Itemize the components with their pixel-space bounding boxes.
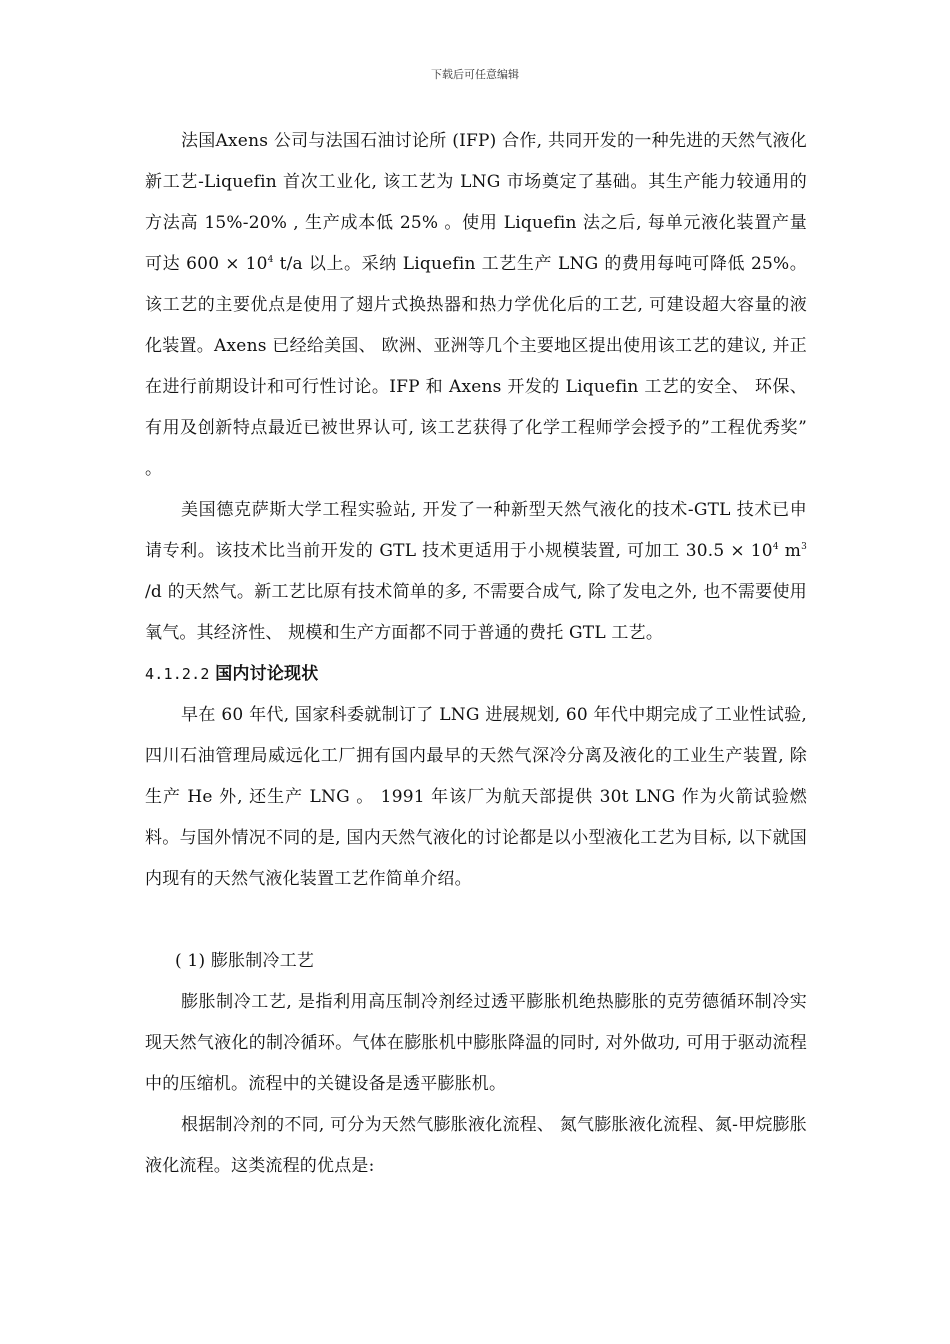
paragraph-axens-liquefin [145,121,807,490]
superscript: 3 [801,542,807,552]
paragraph-text: 法国Axens 公司与法国石油讨论所 (IFP) 合作, 共同开发的一种先进的天然气液化新工艺-Liquefin 首次工业化, 该工艺为 LNG 市场奠定了基础。其生产能力较通用的方法高 15%-20% , 生产成本低 25% 。使用 Liquefin 法之后, 每单元液化装置产量可达 600 × 10 [145,131,807,274]
section-title: 国内讨论现状 [215,664,319,684]
section-number: 4.1.2.2 [145,665,210,683]
blank-line [145,900,807,941]
paragraph-text: t/a 以上。采纳 Liquefin 工艺生产 LNG 的费用每吨可降低 25%。该工艺的主要优点是使用了翅片式换热器和热力学优化后的工艺, 可建设超大容量的液化装置。Axens 已经给美国、 欧洲、亚洲等几个主要地区提出使用该工艺的建议, 并正在进行前期设计和可行性讨论。IFP 和 Axens 开发的 Liquefin 工艺的安全、 环保、 有用及创新特点最近已被世界认可, 该工艺获得了化学工程师学会授予的”工程优秀奖” 。 [145,254,807,479]
paragraph-texas-gtl [145,490,807,654]
paragraph-text: /d 的天然气。新工艺比原有技术简单的多, 不需要合成气, 除了发电之外, 也不需要使用氧气。其经济性、 规模和生产方面都不同于普通的费托 GTL 工艺。 [145,582,807,643]
document-body [145,121,807,1187]
paragraph-domestic-status: 早在 60 年代, 国家科委就制订了 LNG 进展规划, 60 年代中期完成了工业性试验, 四川石油管理局威远化工厂拥有国内最早的天然气深冷分离及液化的工业生产装置, 除生产 He 外, 还生产 LNG 。 1991 年该厂为航天部提供 30t LNG 作为火箭试验燃料。与国外情况不同的是, 国内天然气液化的讨论都是以小型液化工艺为目标, 以下就国内现有的天然气液化装置工艺作简单介绍。 [145,705,807,889]
superscript: 4 [772,542,779,552]
subsection-heading: ( 1) 膨胀制冷工艺 [175,951,315,971]
paragraph-text: m [778,541,802,561]
paragraph-refrigerant-types: 根据制冷剂的不同, 可分为天然气膨胀液化流程、 氮气膨胀液化流程、氮-甲烷膨胀液化流程。这类流程的优点是: [145,1115,807,1176]
paragraph-text: 美国德克萨斯大学工程实验站, 开发了一种新型天然气液化的技术-GTL 技术已申请专利。该技术比当前开发的 GTL 技术更适用于小规模装置, 可加工 30.5 × 10 [145,500,807,561]
section-heading [145,654,807,695]
page-header: 下载后可任意编辑 [431,68,519,81]
superscript: 4 [267,255,274,265]
paragraph-expansion-refrigeration: 膨胀制冷工艺, 是指利用高压制冷剂经过透平膨胀机绝热膨胀的克劳德循环制冷实现天然气液化的制冷循环。气体在膨胀机中膨胀降温的同时, 对外做功, 可用于驱动流程中的压缩机。流程中的关键设备是透平膨胀机。 [145,992,807,1094]
